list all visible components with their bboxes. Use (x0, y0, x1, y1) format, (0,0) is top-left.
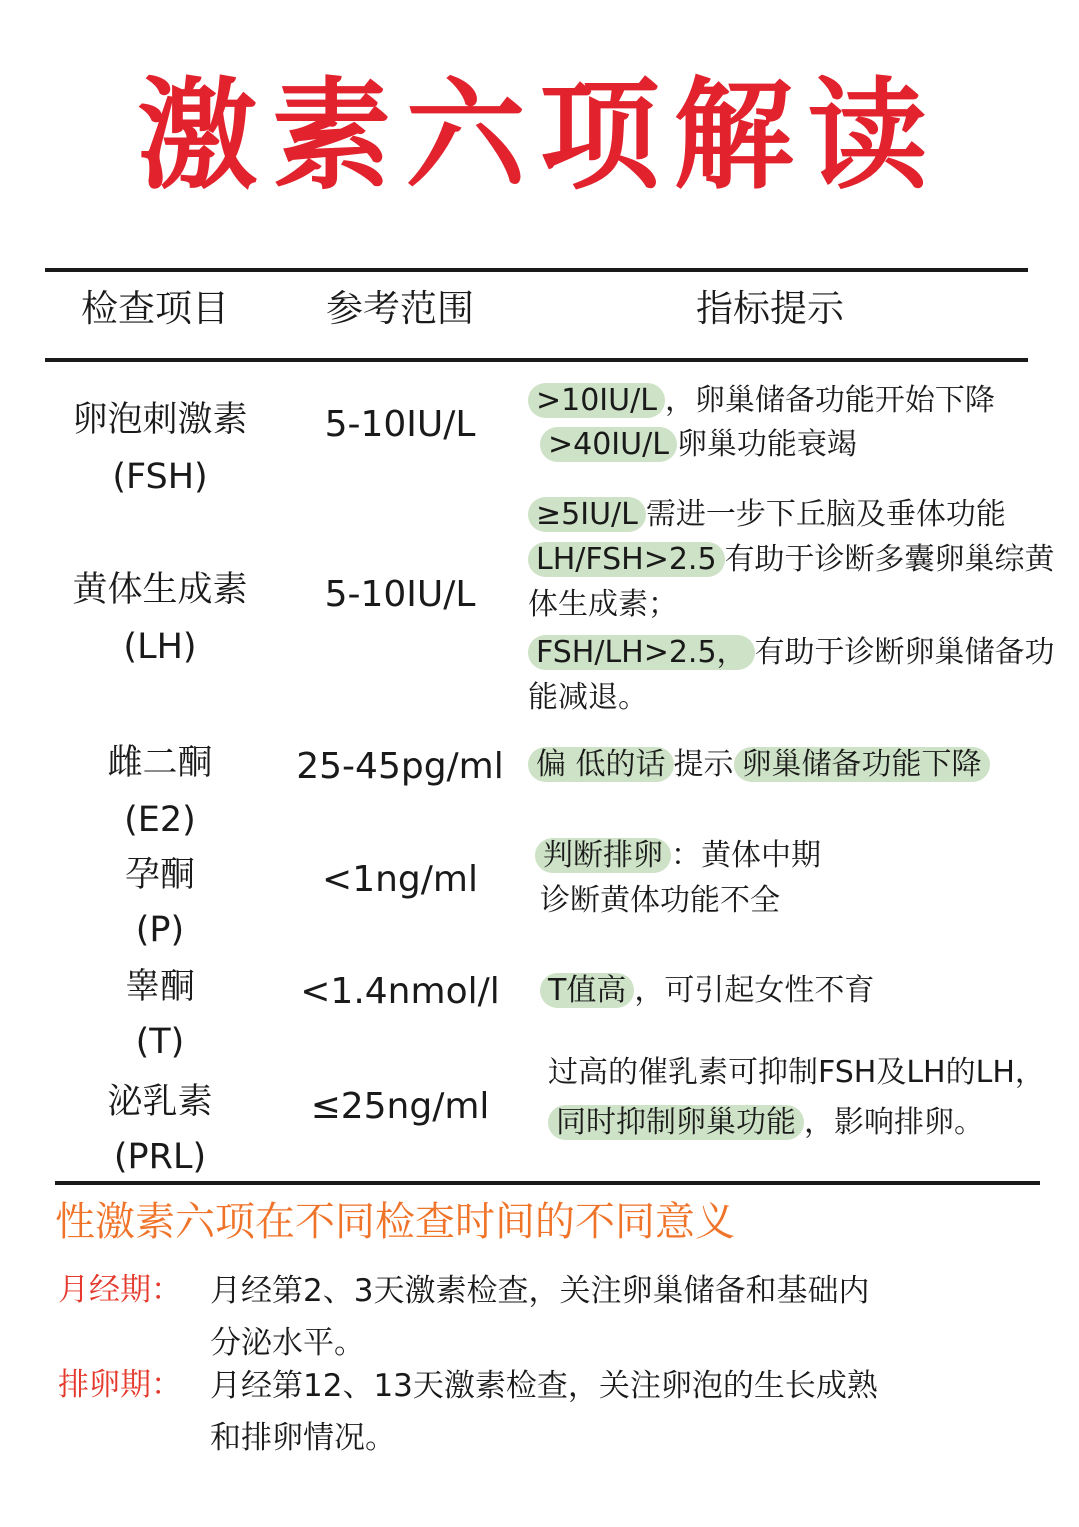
period-label-menstrual: 月经期： (58, 1272, 182, 1308)
row-e2-range: 25-45pg/ml (296, 746, 504, 787)
row-lh-range: 5-10IU/L (324, 574, 476, 615)
table-bottom-rule (55, 1181, 1040, 1185)
row-fsh-range: 5-10IU/L (324, 404, 476, 445)
row-lh-note-2: LH/FSH>2.5 有助于诊断多囊卵巢综黄体生成素； (528, 542, 1055, 622)
header-range: 参考范围 (326, 287, 474, 330)
row-fsh-name: 卵泡刺激素 (72, 400, 248, 440)
row-lh-note-3: FSH/LH>2.5， 有助于诊断卵巢储备功能减退。 (528, 635, 1055, 715)
row-t-abbr: (T) (135, 1022, 185, 1062)
header-hint: 指标提示 (696, 287, 844, 330)
table-header-rule (45, 358, 1028, 362)
highlight: LH/FSH>2.5 (528, 542, 725, 577)
row-t-range: <1.4nmol/l (300, 971, 500, 1012)
page-title: 激素六项解读 (137, 67, 942, 206)
row-p-range: <1ng/ml (322, 859, 478, 900)
row-p-note-1: 判断排卵 ：黄体中期 (535, 833, 1079, 878)
row-lh-name: 黄体生成素 (72, 570, 248, 610)
highlight: 卵巢储备功能下降 (734, 747, 990, 782)
row-p-name: 孕酮 (124, 855, 195, 895)
row-e2-name: 雌二酮 (107, 743, 213, 783)
period-desc-menstrual: 月经第2、3天激素检查，关注卵巢储备和基础内分泌水平。 (210, 1273, 870, 1361)
highlight: 判断排卵 (535, 838, 671, 873)
row-prl-abbr: (PRL) (113, 1137, 207, 1177)
highlight: T值高 (540, 973, 634, 1008)
row-lh-abbr: (LH) (123, 627, 197, 667)
header-item: 检查项目 (81, 287, 229, 330)
row-prl-range: ≤25ng/ml (310, 1086, 490, 1127)
row-e2-abbr: (E2) (124, 800, 196, 840)
row-lh-note-1: ≥5IU/L 需进一步下丘脑及垂体功能 (528, 492, 1073, 537)
table-top-rule (45, 268, 1028, 272)
highlight: >10IU/L (528, 383, 665, 418)
row-fsh-note-1: >10IU/L ，卵巢储备功能开始下降 (528, 378, 1073, 423)
row-prl-note-1: 过高的催乳素可抑制FSH及LH的LH，同时抑制卵巢功能 ，影响排卵。 (548, 1055, 1045, 1140)
row-prl-name: 泌乳素 (107, 1082, 213, 1122)
row-p-abbr: (P) (135, 910, 185, 950)
highlight: >40IU/L (540, 427, 677, 462)
row-p-note-2: 诊断黄体功能不全 (540, 883, 780, 918)
row-t-name: 睾酮 (124, 967, 195, 1007)
row-t-note-1: T值高 ，可引起女性不育 (540, 968, 1079, 1013)
section-title: 性激素六项在不同检查时间的不同意义 (55, 1199, 735, 1245)
row-fsh-abbr: (FSH) (112, 457, 208, 497)
period-label-ovulation: 排卵期： (58, 1367, 182, 1403)
highlight: FSH/LH>2.5， (528, 635, 755, 670)
row-fsh-note-2: >40IU/L 卵巢功能衰竭 (540, 422, 1079, 467)
highlight: ≥5IU/L (528, 497, 646, 532)
row-e2-note-1: 偏 低的话 提示 卵巢储备功能下降 (528, 742, 1073, 787)
period-desc-ovulation: 月经第12、13天激素检查，关注卵泡的生长成熟和排卵情况。 (210, 1368, 878, 1456)
highlight: 偏 低的话 (528, 747, 674, 782)
highlight: 同时抑制卵巢功能 (548, 1105, 804, 1140)
